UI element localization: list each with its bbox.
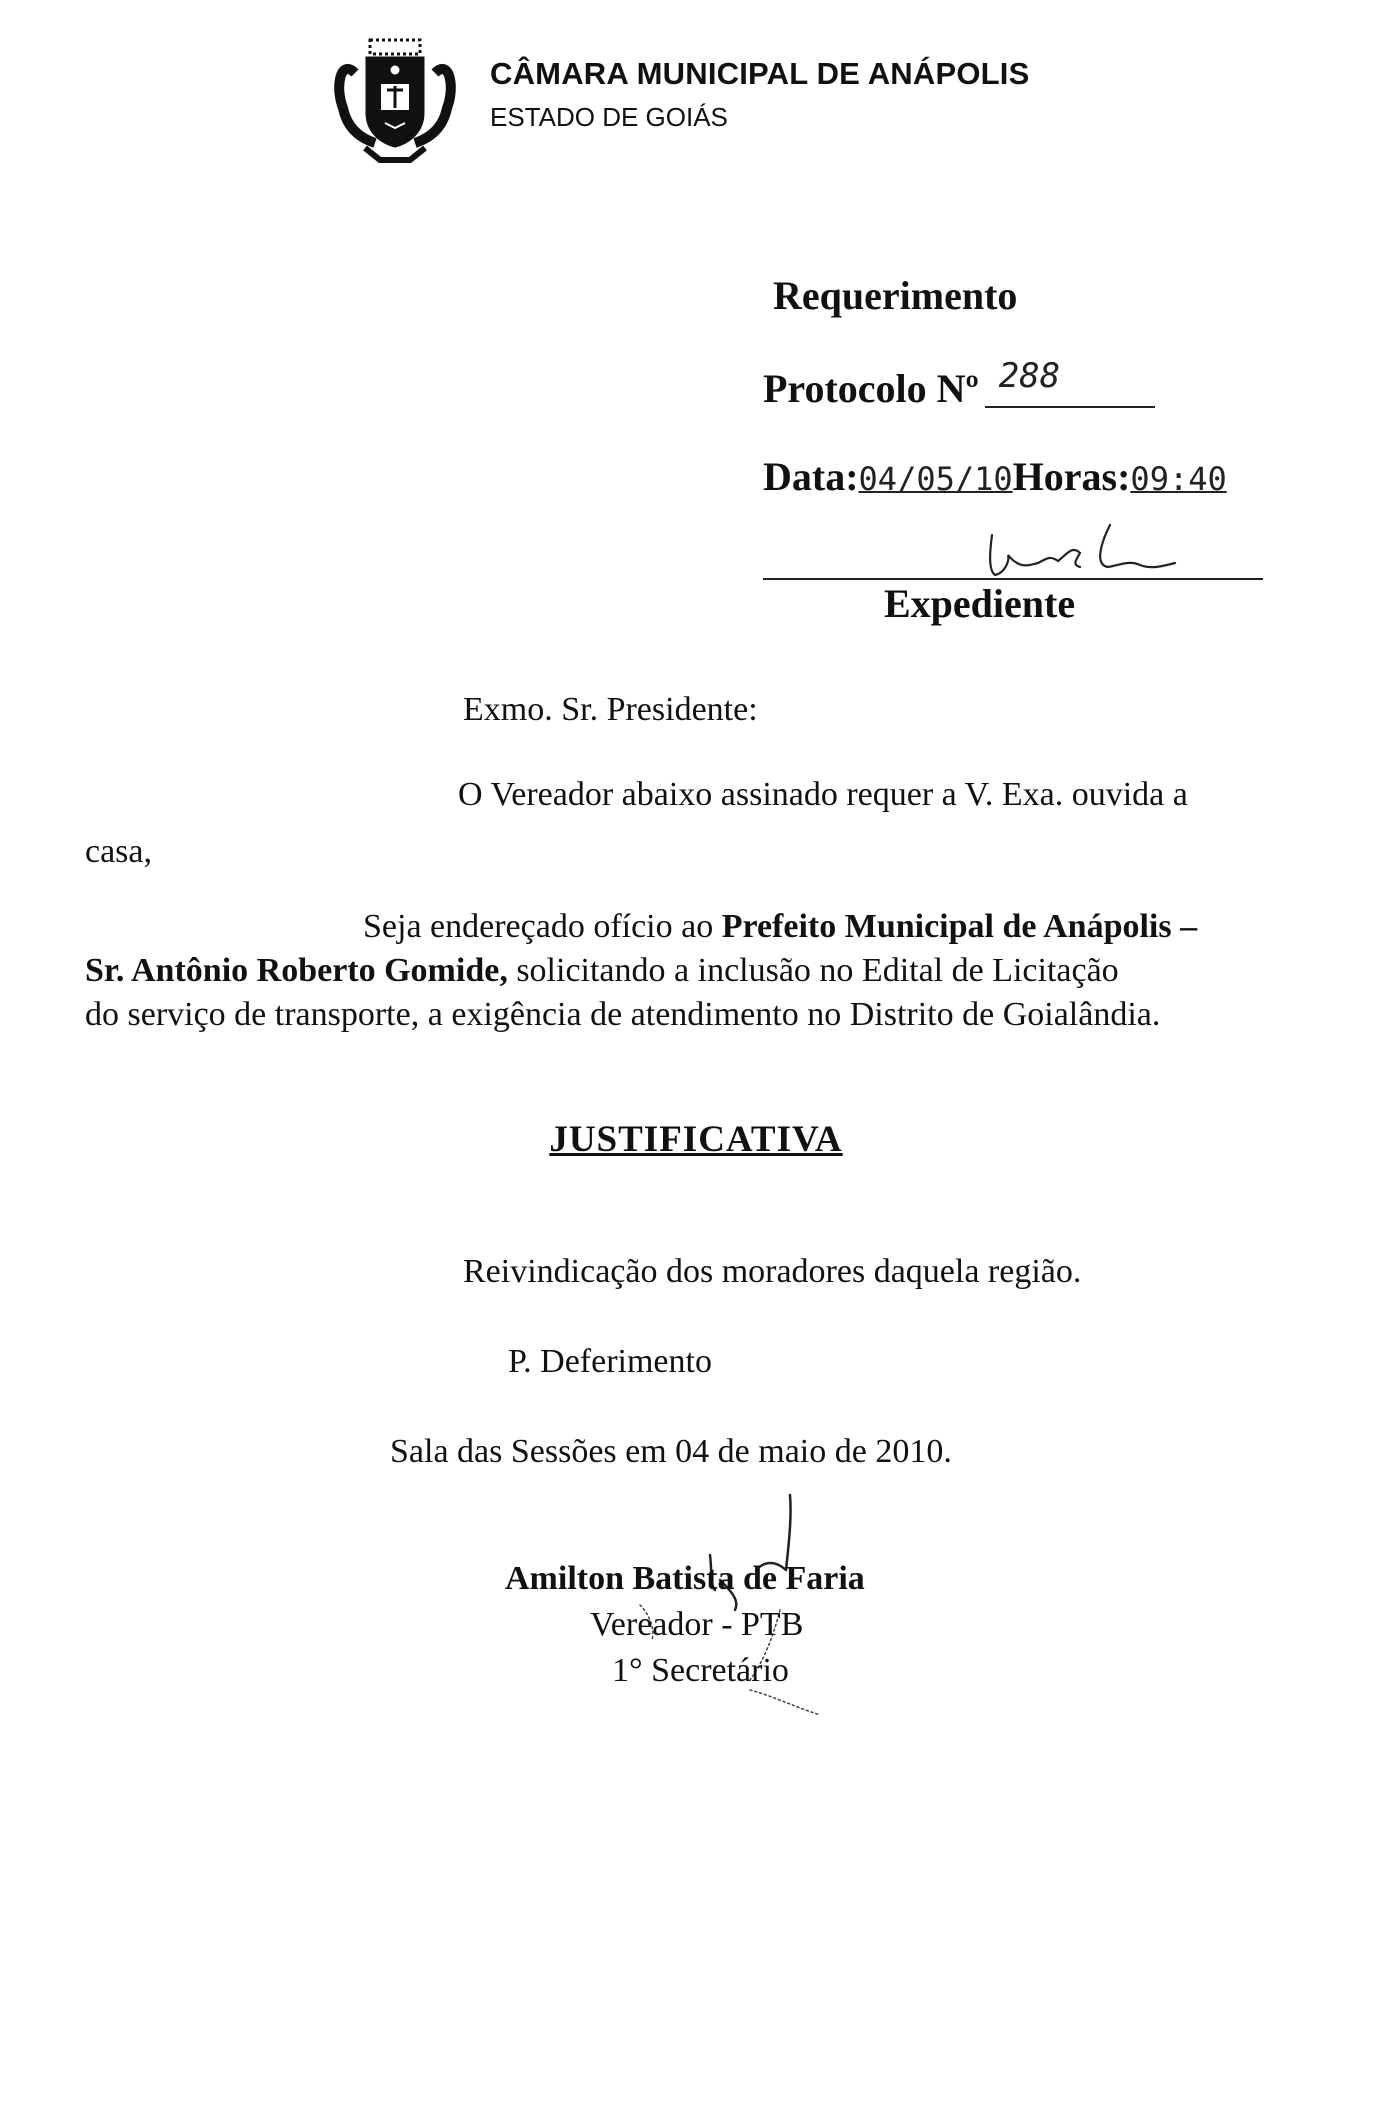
time-label: Horas: <box>1012 454 1131 499</box>
deferimento: P. Deferimento <box>508 1343 712 1380</box>
request-body-2: do serviço de transporte, a exigência de atendimento no Distrito de Goialândia. <box>85 996 1161 1033</box>
justification-text: Reivindicação dos moradores daquela região. <box>463 1253 1082 1290</box>
protocol-number-row <box>763 356 1263 412</box>
date-time-row <box>763 453 1283 500</box>
organization-state: ESTADO DE GOIÁS <box>490 102 728 132</box>
closing-date: Sala das Sessões em 04 de maio de 2010. <box>390 1433 952 1470</box>
request-lead: Seja endereçado ofício ao <box>363 908 722 945</box>
justification-title: JUSTIFICATIVA <box>549 1119 843 1160</box>
document-type-title: Requerimento <box>773 273 1018 318</box>
request-body-1: solicitando a inclusão no Edital de Licitação <box>507 952 1119 989</box>
salutation: Exmo. Sr. Presidente: <box>463 691 758 728</box>
request-name: Sr. Antônio Roberto Gomide, <box>85 952 508 989</box>
signatory-role: Vereador - PTB <box>590 1606 804 1643</box>
protocol-number-value: 288 <box>998 356 1061 396</box>
request-paragraph <box>85 905 1350 1037</box>
intro-continuation: casa, <box>85 833 153 870</box>
request-recipient: Prefeito Municipal de Anápolis – <box>721 908 1198 945</box>
date-label: Data: <box>763 454 859 499</box>
signatory-name: Amilton Batista de Faria <box>505 1560 865 1597</box>
expediente-label: Expediente <box>884 581 1076 626</box>
intro-paragraph: O Vereador abaixo assinado requer a V. Exa. ouvida a <box>458 776 1188 813</box>
handwritten-rubric <box>980 515 1220 585</box>
date-value: 04/05/10 <box>858 460 1013 498</box>
municipal-coat-of-arms-icon <box>325 28 465 168</box>
time-value: 09:40 <box>1130 460 1227 498</box>
organization-name: CÂMARA MUNICIPAL DE ANÁPOLIS <box>490 56 1030 91</box>
protocol-number-field <box>985 356 1155 408</box>
protocol-number-label: Protocolo Nº <box>763 366 979 411</box>
signatory-position: 1° Secretário <box>612 1652 789 1689</box>
